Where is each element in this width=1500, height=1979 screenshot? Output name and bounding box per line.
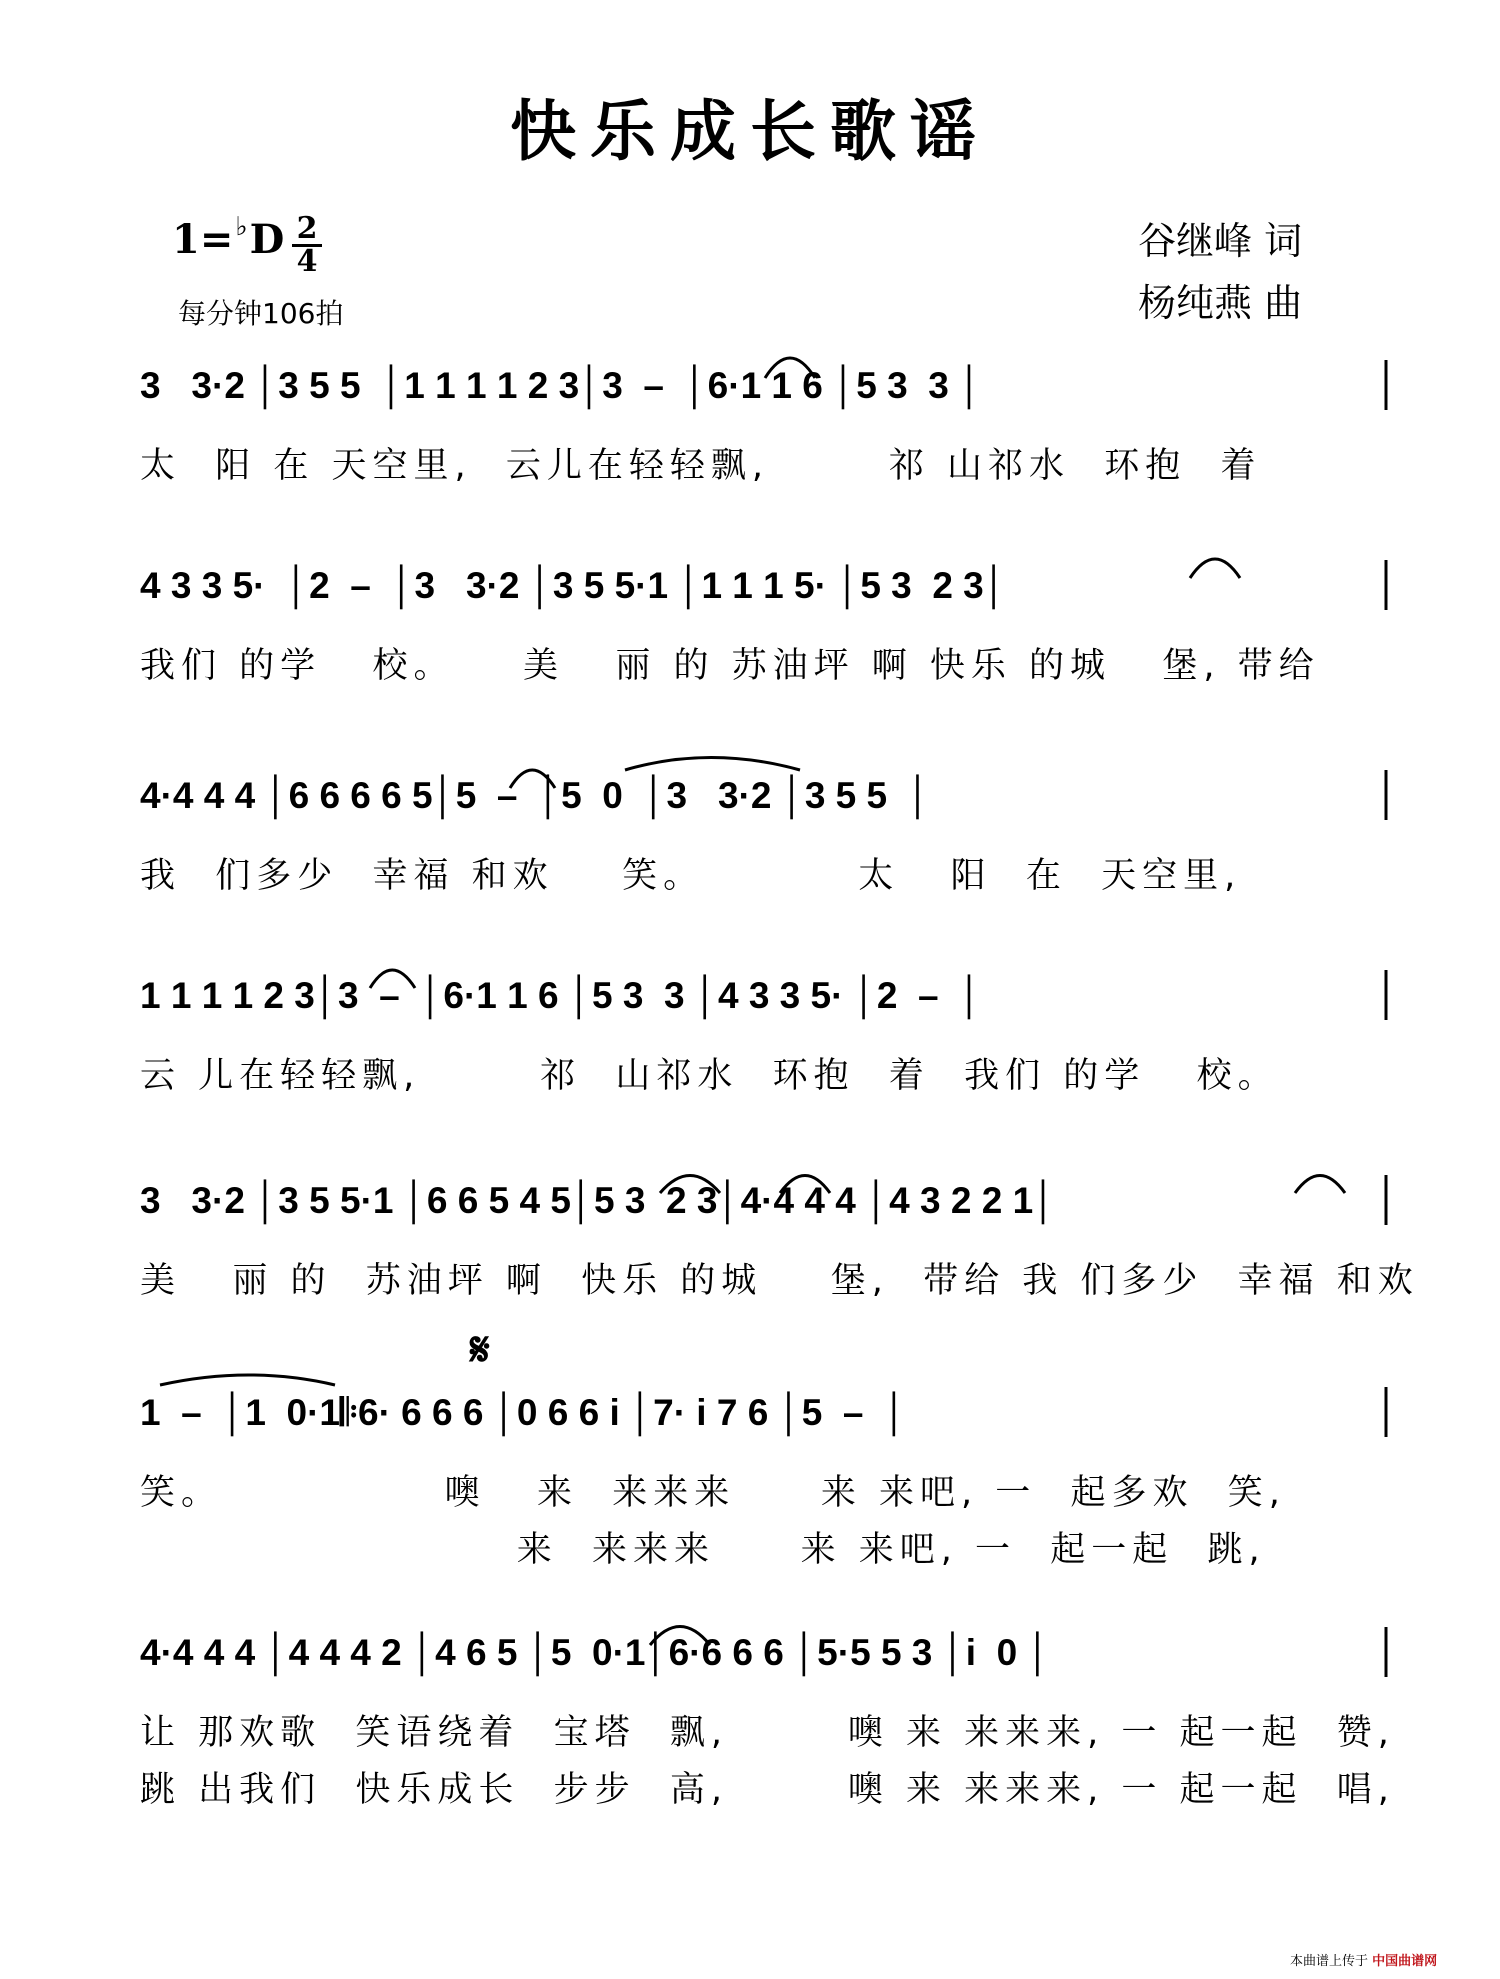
lyrics-line-3: 我 们多少 幸福 和欢 笑。 太 阳 在 天空里, xyxy=(140,856,1242,896)
lyrics-line-6b: 来 来来来 来 来吧, 一 起一起 跳, xyxy=(140,1530,1266,1570)
lyrics-line-4: 云 儿在轻轻飘, 祁 山祁水 环抱 着 我们 的学 校。 xyxy=(140,1056,1279,1096)
tie-arc xyxy=(765,358,815,378)
key-note: D xyxy=(249,216,285,263)
lyrics-line-1: 太 阳 在 天空里, 云儿在轻轻飘, 祁 山祁水 环抱 着 xyxy=(140,446,1262,486)
tie-arc xyxy=(780,1176,830,1194)
tie-arc xyxy=(160,1375,335,1385)
flat-sign: ♭ xyxy=(235,212,248,242)
notation-line-2: 4 3 3 5· │2 – │3 3·2 │3 5 5·1 │1 1 1 5· │5 3 2 3│ xyxy=(140,565,1007,606)
lyrics-line-5: 美 丽 的 苏油坪 啊 快乐 的城 堡, 带给 我 们多少 幸福 和欢 xyxy=(140,1261,1419,1301)
lyrics-line-2: 我们 的学 校。 美 丽 的 苏油坪 啊 快乐 的城 堡, 带给 xyxy=(140,646,1320,686)
tie-arc xyxy=(660,1176,720,1194)
tie-arc xyxy=(650,1627,710,1646)
tie-arc xyxy=(370,970,415,988)
site-logo: 中国曲谱网 xyxy=(1372,1954,1438,1969)
lyricist-credit: 谷继峰 词 xyxy=(1138,219,1303,263)
notation-line-3: 4·4 4 4 │6 6 6 6 5│5 – │5 0 │3 3·2 │3 5 5 │ xyxy=(140,775,931,816)
tie-arc xyxy=(510,770,555,788)
notation-line-7: 4·4 4 4 │4 4 4 2 │4 6 5 │5 0·1│6·6 6 6 │5·5 5 3 │i 0 │ xyxy=(140,1632,1051,1673)
tie-arc xyxy=(1190,559,1240,578)
lyrics-line-7b: 跳 出我们 快乐成长 步步 高, 噢 来 来来来, 一 起一起 唱, xyxy=(140,1770,1395,1810)
meter-bottom: 4 xyxy=(292,244,322,277)
meter-top: 2 xyxy=(296,211,318,246)
footer-text: 本曲谱上传于 xyxy=(1290,1954,1369,1969)
notation-line-5: 3 3·2 │3 5 5·1 │6 6 5 4 5│5 3 2 3│4·4 4 4 │4 3 2 2 1│ xyxy=(140,1180,1057,1221)
notation-line-4: 1 1 1 1 2 3│3 – │6·1 1 6 │5 3 3 │4 3 3 5· │2 – │ xyxy=(140,975,983,1016)
key-prefix: 1= xyxy=(172,216,234,263)
tie-arc xyxy=(1295,1176,1345,1194)
tie-arc xyxy=(625,758,800,771)
composer-credit: 杨纯燕 曲 xyxy=(1138,281,1303,325)
notation-line-1: 3 3·2 │3 5 5 │1 1 1 1 2 3│3 – │6·1 1 6 │5 3 3 │ xyxy=(140,365,983,406)
segno-sign: 𝄋 xyxy=(470,1322,490,1376)
notation-line-6: 1 – │1 0·1𝄆6· 6 6 6 │0 6 6 i │7· i 7 6 │5 – │ xyxy=(140,1392,908,1433)
source-footer xyxy=(1290,1950,1437,1969)
tempo-marking: 每分钟106拍 xyxy=(178,297,344,330)
song-title: 快乐成长歌谣 xyxy=(510,92,990,170)
lyrics-line-7a: 让 那欢歌 笑语绕着 宝塔 飘, 噢 来 来来来, 一 起一起 赞, xyxy=(140,1713,1395,1753)
lyrics-line-6a: 笑。 噢 来 来来来 来 来吧, 一 起多欢 笑, xyxy=(140,1473,1286,1513)
